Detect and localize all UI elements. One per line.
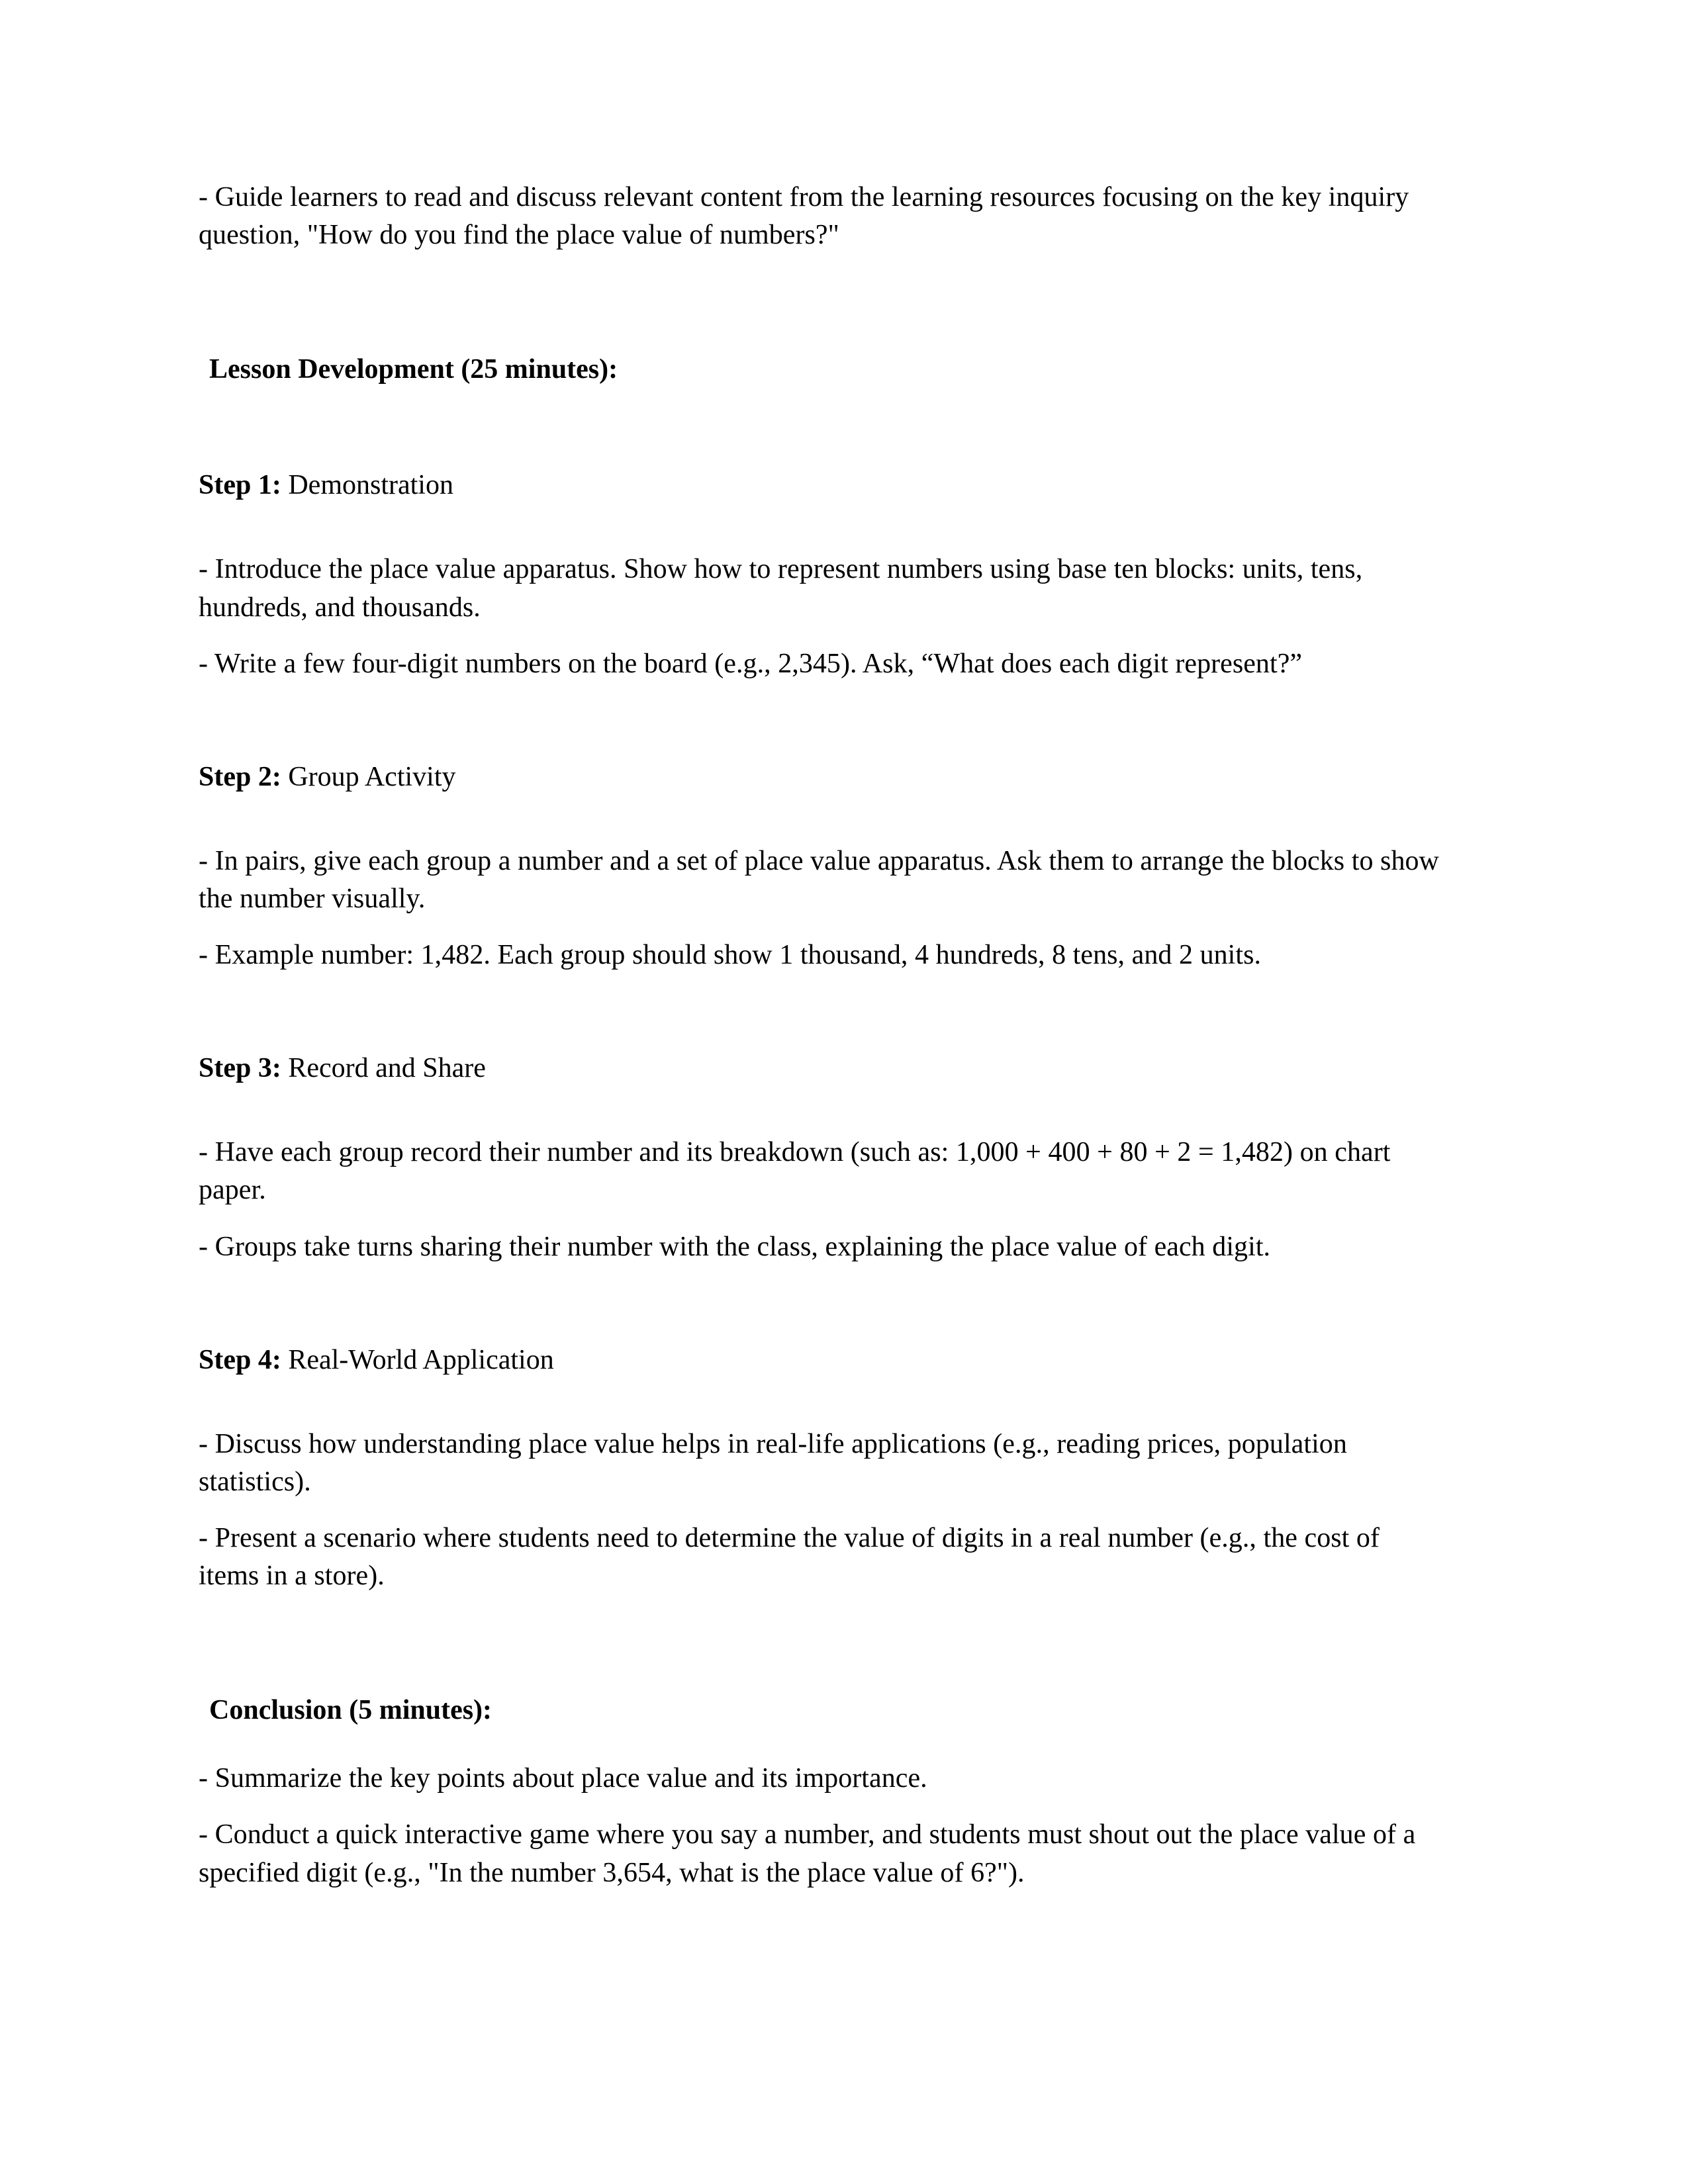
step-3-bullet-2: - Groups take turns sharing their number with the class, explaining the place value of each digit. (199, 1231, 1271, 1262)
step-4-bullet-2: - Present a scenario where students need to determine the value of digits in a real number (e.g., the cost of items in a store). (199, 1522, 1380, 1592)
step-3-title: Record and Share (288, 1053, 486, 1084)
conclusion-heading: Conclusion (5 minutes): (209, 1695, 492, 1726)
step-4-bullet-1: - Discuss how understanding place value helps in real-life applications (e.g., reading prices, population statistics). (199, 1428, 1347, 1497)
spacer (199, 993, 1443, 1050)
spacer (199, 1614, 1443, 1692)
step-4-heading (199, 1342, 1443, 1379)
conclusion-bullet-2: - Conduct a quick interactive game where you say a number, and students must shout out the place value of a specified digit (e.g., "In the number 3,654, what is the place value of 6?"). (199, 1819, 1416, 1888)
step-1-title: Demonstration (288, 470, 453, 501)
step-2-heading (199, 758, 1443, 796)
spacer (199, 702, 1443, 758)
step-2-title: Group Activity (288, 761, 456, 792)
step-1-label: Step 1: (199, 470, 281, 501)
step-1-bullet-1: - Introduce the place value apparatus. Show how to represent numbers using base ten blocks: units, tens, hundreds, and thousands. (199, 554, 1363, 623)
step-3-bullet-1: - Have each group record their number and its breakdown (such as: 1,000 + 400 + 80 + 2 = 1,482) on chart paper. (199, 1137, 1391, 1206)
spacer (199, 796, 1443, 842)
intro-paragraph: - Guide learners to read and discuss relevant content from the learning resources focusing on the key inquiry question, "How do you find the place value of numbers?" (199, 182, 1409, 251)
spacer (199, 504, 1443, 551)
step-2-label: Step 2: (199, 761, 281, 792)
conclusion-bullet-1: - Summarize the key points about place value and its importance. (199, 1763, 927, 1794)
spacer (199, 273, 1443, 351)
step-4-label: Step 4: (199, 1344, 281, 1375)
spacer (199, 1729, 1443, 1760)
spacer (199, 1087, 1443, 1134)
document-body (199, 179, 1443, 1911)
step-3-heading (199, 1050, 1443, 1087)
lesson-development-heading: Lesson Development (25 minutes): (209, 354, 618, 385)
step-2-bullet-1: - In pairs, give each group a number and a set of place value apparatus. Ask them to arrange the blocks to show the number visually. (199, 845, 1439, 914)
spacer (199, 1285, 1443, 1342)
spacer (199, 388, 1443, 467)
step-4-title: Real-World Application (288, 1344, 554, 1375)
step-1-bullet-2: - Write a few four-digit numbers on the board (e.g., 2,345). Ask, “What does each digit represent?” (199, 648, 1303, 679)
step-3-label: Step 3: (199, 1053, 281, 1084)
step-2-bullet-2: - Example number: 1,482. Each group should show 1 thousand, 4 hundreds, 8 tens, and 2 units. (199, 940, 1262, 971)
step-1-heading (199, 467, 1443, 504)
spacer (199, 1379, 1443, 1426)
